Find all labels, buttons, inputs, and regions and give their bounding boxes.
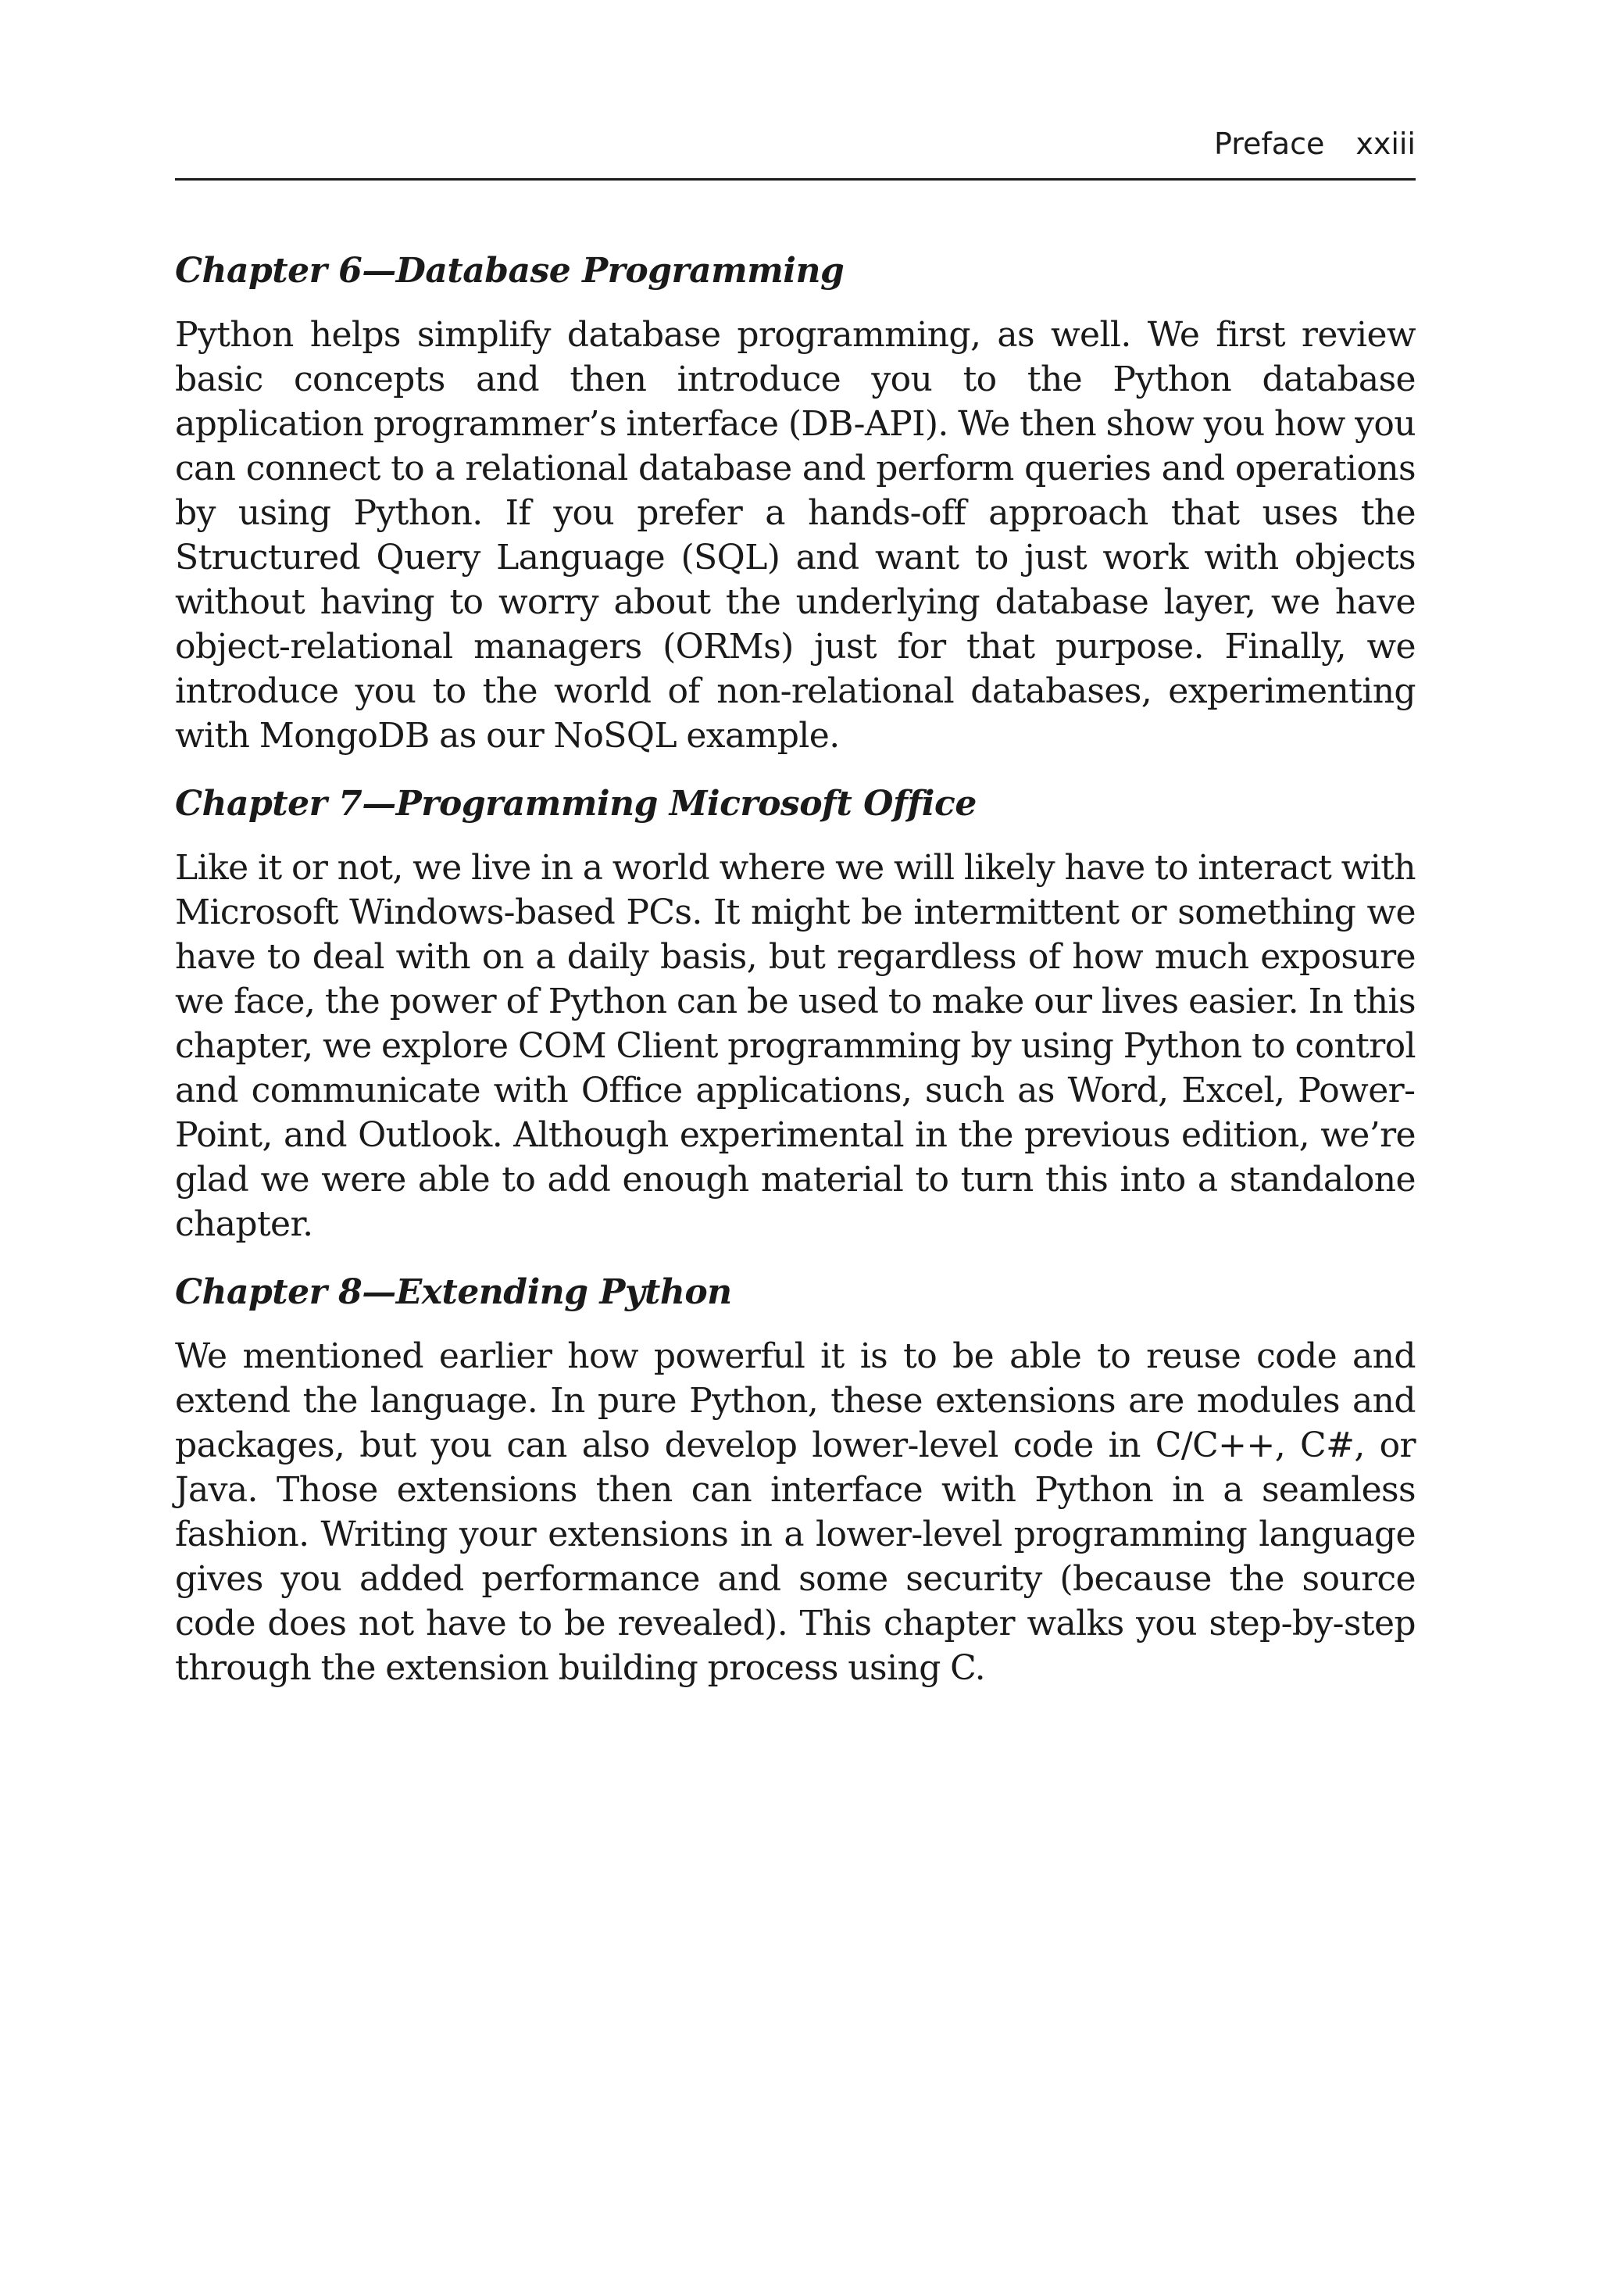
chapter-7-body: Like it or not, we live in a world where we will likely have to interact with Microsoft Windows-based PCs. It might be intermittent or something we have to deal with on a daily basis, but regardless of how much exposure we face, the power of Python can be used to make our lives easier. In this chapter, we explore COM Client programming by using Python to control and communicate with Office applications, such as Word, Excel, PowerPoint, and Outlook. Although experimental in the previous edition, we’re glad we were able to add enough material to turn this into a standalone chapter. bbox=[175, 848, 1416, 1244]
section-label: Preface bbox=[1213, 127, 1325, 161]
chapter-8-title: Chapter 8—Extending Python bbox=[175, 1272, 732, 1312]
chapter-7-title: Chapter 7—Programming Microsoft Office bbox=[175, 784, 977, 824]
header-rule bbox=[175, 178, 1416, 181]
section-chapter-7 bbox=[175, 781, 1416, 1246]
chapter-8-body: We mentioned earlier how powerful it is to be able to reuse code and extend the language. In pure Python, these extensions are modules and packages, but you can also develop lower-level code in C/C++, C#, or Java. Those extensions then can interface with Python in a seamless fashion. Writing your extensions in a lower-level programming language gives you added performance and some security (because the source code does not have to be revealed). This chapter walks you step-by-step through the extension building process using C. bbox=[175, 1336, 1416, 1688]
page-content bbox=[175, 249, 1416, 1714]
chapter-6-title: Chapter 6—Database Programming bbox=[175, 251, 845, 291]
chapter-6-body: Python helps simplify database programming, as well. We first review basic concepts and then introduce you to the Python database application programmer’s interface (DB-API). We then show you how you can connect to a relational database and perform queries and operations by using Python. If you prefer a hands-off approach that uses the Structured Query Language (SQL) and want to just work with objects without having to worry about the underlying database layer, we have object-relational managers (ORMs) just for that purpose. Finally, we introduce you to the world of non-relational databases, experimenting with MongoDB as our NoSQL example. bbox=[175, 315, 1416, 756]
running-head bbox=[1214, 125, 1416, 163]
section-chapter-8 bbox=[175, 1270, 1416, 1690]
page-number: xxiii bbox=[1355, 127, 1416, 161]
section-chapter-6 bbox=[175, 249, 1416, 758]
